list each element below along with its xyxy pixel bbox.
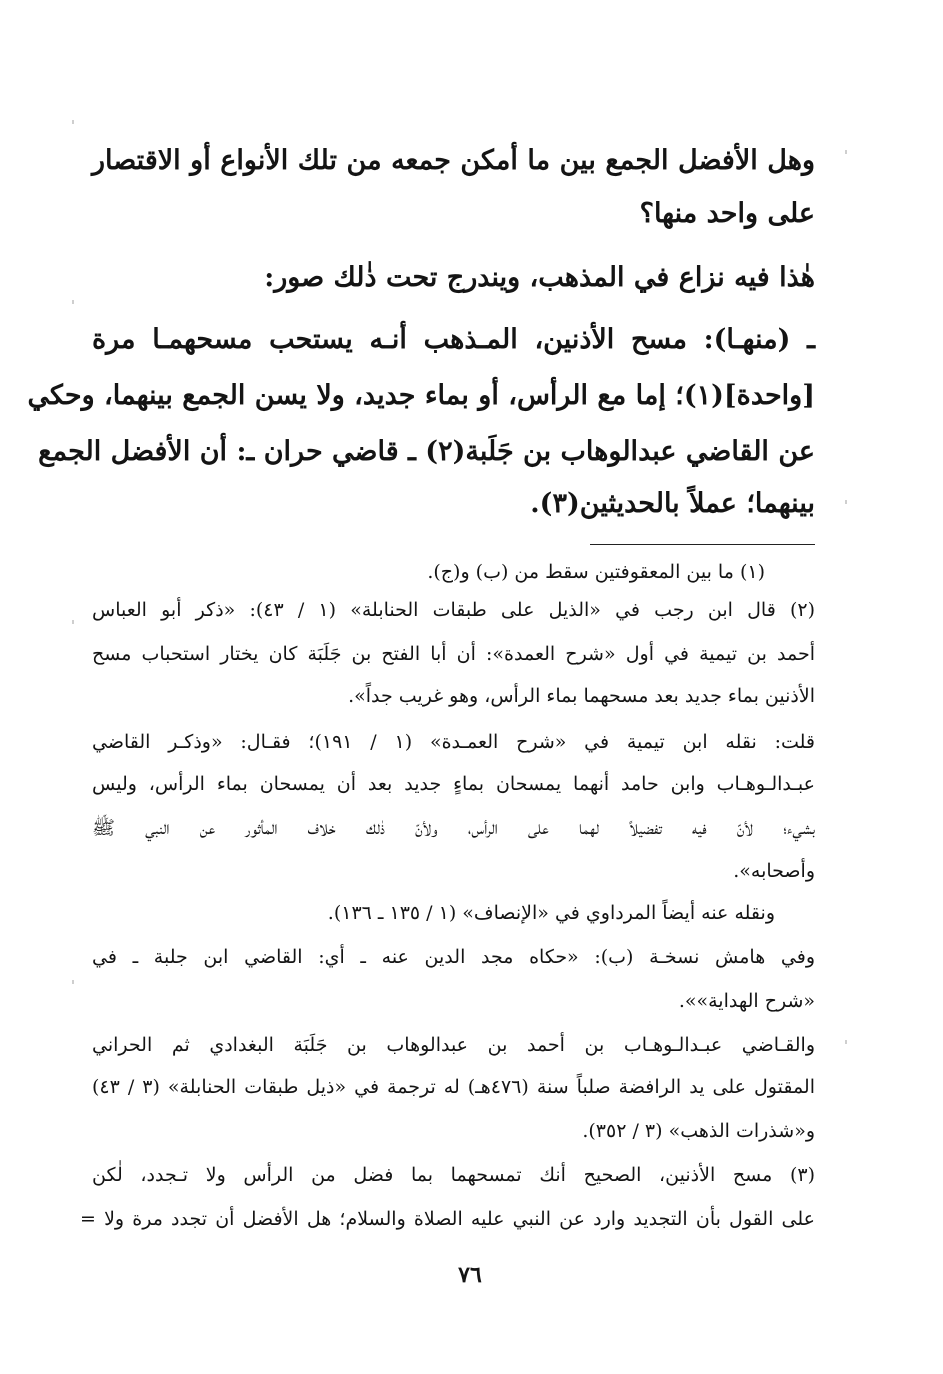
scan-mark bbox=[72, 980, 74, 984]
footnote-2-line-1: (٢) قال ابن رجب في «الذيل على طبقات الحنابلة» (١ / ٤٣): «ذكر أبو العباس bbox=[92, 599, 815, 621]
main-text-line-1: وهل الأفضل الجمع بين ما أمكن جمعه من تلك الأنواع أو الاقتصار bbox=[92, 145, 815, 176]
scan-mark bbox=[72, 120, 74, 124]
main-text-line-6: عن القاضي عبدالوهاب بن جَلَبة(٢) ـ قاضي حران ـ: أن الأفضل الجمع bbox=[38, 436, 815, 467]
main-text-line-2: على واحد منها؟ bbox=[639, 198, 815, 229]
footnote-3-line-2: على القول بأن التجديد وارد عن النبي عليه الصلاة والسلام؛ هل الأفضل أن تجدد مرة ولا = bbox=[80, 1208, 815, 1230]
scan-mark bbox=[72, 300, 74, 304]
scan-mark bbox=[845, 500, 847, 504]
scan-mark bbox=[845, 1040, 847, 1044]
footnote-2-line-8: ونقله عنه أيضاً المرداوي في «الإنصاف» (١ / ١٣٥ ـ ١٣٦). bbox=[327, 902, 775, 924]
footnote-2-line-3: الأذنين بماء جديد بعد مسحهما بماء الرأس، وهو غريب جداً». bbox=[348, 685, 815, 707]
footnote-2-line-6: بشيء؛ لأنّ فيه تفضيلاً لهما على الرأس، ولأنّ ذٰلك خلاف المأثور عن النبي ﷺ bbox=[92, 817, 815, 839]
footnote-2-line-10: «شرح الهداية»». bbox=[678, 990, 815, 1012]
footnote-1: (١) ما بين المعقوفتين سقط من (ب) و(ج). bbox=[427, 561, 765, 583]
scan-mark bbox=[845, 150, 847, 154]
footnote-divider bbox=[590, 544, 815, 545]
main-text-line-3: هٰذا فيه نزاع في المذهب، ويندرج تحت ذٰلك صور: bbox=[264, 262, 815, 293]
main-text-line-4: ـ (منهـا): مسح الأذنين، المـذهب أنـه يستحب مسحهمـا مرة bbox=[92, 324, 815, 355]
page-number: ٧٦ bbox=[458, 1262, 482, 1288]
footnote-2-line-13: و«شذرات الذهب» (٣ / ٣٥٢). bbox=[582, 1120, 815, 1142]
footnote-2-line-7: وأصحابه». bbox=[733, 860, 815, 882]
footnote-2-line-11: والقـاضي عبـدالـوهـاب بن أحمد بن عبدالوهاب بن جَلَبَة البغدادي ثم الحراني bbox=[92, 1034, 815, 1056]
footnote-2-line-5: عبـدالـوهـاب وابن حامد أنهما يمسحان بماءٍ جديد بعد أن يمسحان بماء الرأس، وليس bbox=[92, 773, 815, 795]
footnote-2-line-2: أحمد بن تيمية في أول «شرح العمدة»: أن أبا الفتح بن جَلَبَة كان يختار استحباب مسح bbox=[92, 643, 815, 665]
footnote-2-line-12: المقتول على يد الرافضة صلباً سنة (٤٧٦هـ) له ترجمة في «ذيل طبقات الحنابلة» (٣ / ٤٣) bbox=[92, 1076, 815, 1098]
footnote-3-line-1: (٣) مسح الأذنين، الصحيح أنك تمسحهما بما فضل من الرأس ولا تـجدد، لٰكن bbox=[92, 1164, 815, 1186]
footnote-2-line-9: وفي هامش نسخـة (ب): «حكاه مجد الدين عنه ـ أي: القاضي ابن جلبة ـ في bbox=[92, 946, 815, 968]
scan-mark bbox=[72, 620, 74, 624]
main-text-line-5: [واحدة](١)؛ إما مع الرأس، أو بماء جديد، ولا يسن الجمع بينهما، وحكي bbox=[27, 380, 815, 411]
footnote-2-line-4: قلت: نقله ابن تيمية في «شرح العمـدة» (١ / ١٩١)؛ فقـال: «وذكـر القاضي bbox=[92, 731, 816, 753]
main-text-line-7: بينهما؛ عملاً بالحديثين(٣). bbox=[530, 488, 815, 519]
